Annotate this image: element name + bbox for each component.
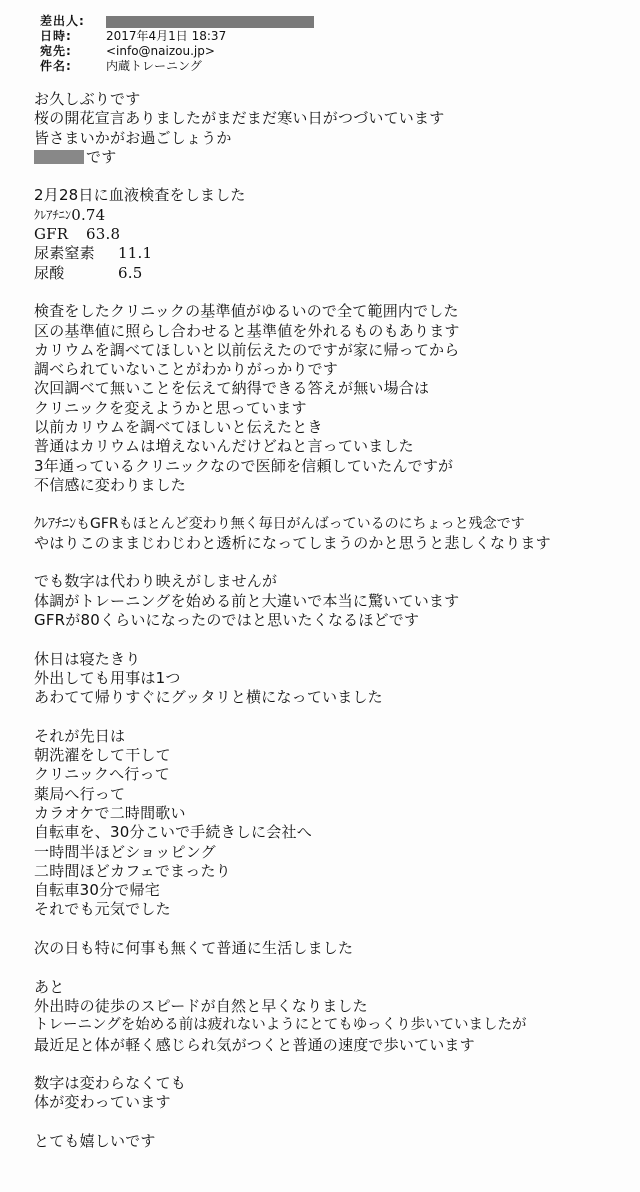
- body-line: 普通はカリウムは増えないんだけどねと言っていました: [34, 437, 414, 456]
- body-line: GFRが80くらいになったのではと思いたくなるほどです: [34, 611, 420, 630]
- body-line: あわてて帰りすぐにグッタリと横になっていました: [34, 688, 383, 707]
- body-line: クリニックを変えようかと思っています: [34, 398, 307, 417]
- subject-row: [40, 59, 314, 74]
- body-line: ｸﾚｱﾁﾆﾝもGFRもほとんど変わり無く毎日がんばっているのにちょっと残念です: [34, 515, 525, 532]
- body-line: 朝洗濯をして干して: [34, 746, 171, 765]
- body-line: クリニックへ行って: [34, 765, 170, 784]
- body-line: 薬局へ行って: [34, 784, 126, 803]
- name-suffix: です: [86, 147, 117, 166]
- date-label: 日時:: [40, 29, 72, 43]
- body-line: やはりこのままじわじわと透析になってしまうのかと思うと悲しくなります: [34, 533, 551, 552]
- body-line: 不信感に変わりました: [34, 475, 187, 494]
- lab-results: [34, 206, 624, 283]
- body-line: カリウムを調べてほしいと以前伝えたのですが家に帰ってから: [34, 340, 460, 359]
- to-row: [40, 44, 314, 59]
- subject-label: 件名:: [40, 59, 72, 73]
- body-line: 二時間ほどカフェでまったり: [34, 861, 231, 880]
- date-row: [40, 29, 314, 44]
- body-line: でも数字は代わり映えがしませんが: [34, 572, 278, 591]
- redacted-sender: [106, 16, 314, 28]
- labs-intro: 2月28日に血液検査をしました: [34, 186, 246, 205]
- from-label: 差出人:: [40, 14, 85, 28]
- from-row: [40, 14, 314, 29]
- lab-row-gfr: [34, 225, 624, 244]
- body-line: 次の日も特に何事も無くて普通に生活しました: [34, 939, 354, 958]
- body-line: 区の基準値に照らし合わせると基準値を外れるものもあります: [34, 321, 460, 340]
- body-line: お久しぶりです: [34, 90, 141, 108]
- body-line: 自転車を、30分こいで手続きしに会社へ: [34, 823, 312, 842]
- lab-value: 6.5: [118, 263, 143, 282]
- closing-line: とても嬉しいです: [34, 1132, 156, 1151]
- body-line: それでも元気でした: [34, 900, 171, 919]
- body-line: 外出時の徒歩のスピードが自然と早くなりました: [34, 996, 368, 1015]
- lab-name: GFR: [34, 225, 69, 244]
- body-line: 調べられていないことがわかりがっかりです: [34, 360, 339, 379]
- body-line: それが先日は: [34, 726, 126, 745]
- body-line: 体調がトレーニングを始める前と大違いで本当に驚いています: [34, 591, 460, 610]
- subject-value: 内蔵トレーニング: [106, 59, 202, 73]
- body-line: 外出しても用事は1つ: [34, 668, 181, 687]
- lab-row-creatinine: [34, 206, 624, 225]
- body-line: 一時間半ほどショッピング: [34, 842, 216, 861]
- lab-name: 尿素窒素: [34, 244, 95, 263]
- body-line: 桜の開花宣言ありましたがまだまだ寒い日がつづいています: [34, 109, 445, 128]
- body-line: あと: [34, 977, 65, 996]
- lab-row-uric-acid: [34, 264, 624, 283]
- lab-value: 0.74: [71, 205, 106, 224]
- lab-value: 63.8: [86, 225, 121, 244]
- body-line: カラオケで二時間歌い: [34, 803, 186, 822]
- body-line: 休日は寝たきり: [34, 649, 141, 668]
- body-line: 皆さまいかがお過ごしょうか: [34, 128, 232, 147]
- lab-row-bun: [34, 244, 624, 263]
- name-line: [34, 148, 624, 167]
- to-value: <info@naizou.jp>: [106, 44, 215, 58]
- email-body: [34, 90, 624, 1151]
- body-line: トレーニングを始める前は疲れないようにとてもゆっくり歩いていましたが: [34, 1017, 527, 1034]
- body-line: 自転車30分で帰宅: [34, 881, 160, 900]
- body-line: 検査をしたクリニックの基準値がゆるいので全て範囲内でした: [34, 302, 459, 321]
- lab-name: ｸﾚｱﾁﾆﾝ: [34, 207, 72, 222]
- date-value: 2017年4月1日 18:37: [106, 29, 227, 43]
- body-line: 3年通っているクリニックなので医師を信頼していたんですが: [34, 456, 454, 475]
- body-line: 次回調べて無いことを伝えて納得できる答えが無い場合は: [34, 379, 430, 398]
- lab-name: 尿酸: [34, 263, 65, 282]
- body-line: 数字は変わらなくても: [34, 1074, 187, 1093]
- redacted-name: [34, 150, 84, 164]
- lab-value: 11.1: [118, 244, 153, 263]
- body-line: 最近足と体が軽く感じられ気がつくと普通の速度で歩いています: [34, 1035, 475, 1054]
- body-line: 以前カリウムを調べてほしいと伝えたとき: [34, 418, 323, 437]
- email-header: [40, 14, 314, 74]
- to-label: 宛先:: [40, 44, 72, 58]
- body-line: 体が変わっています: [34, 1093, 171, 1112]
